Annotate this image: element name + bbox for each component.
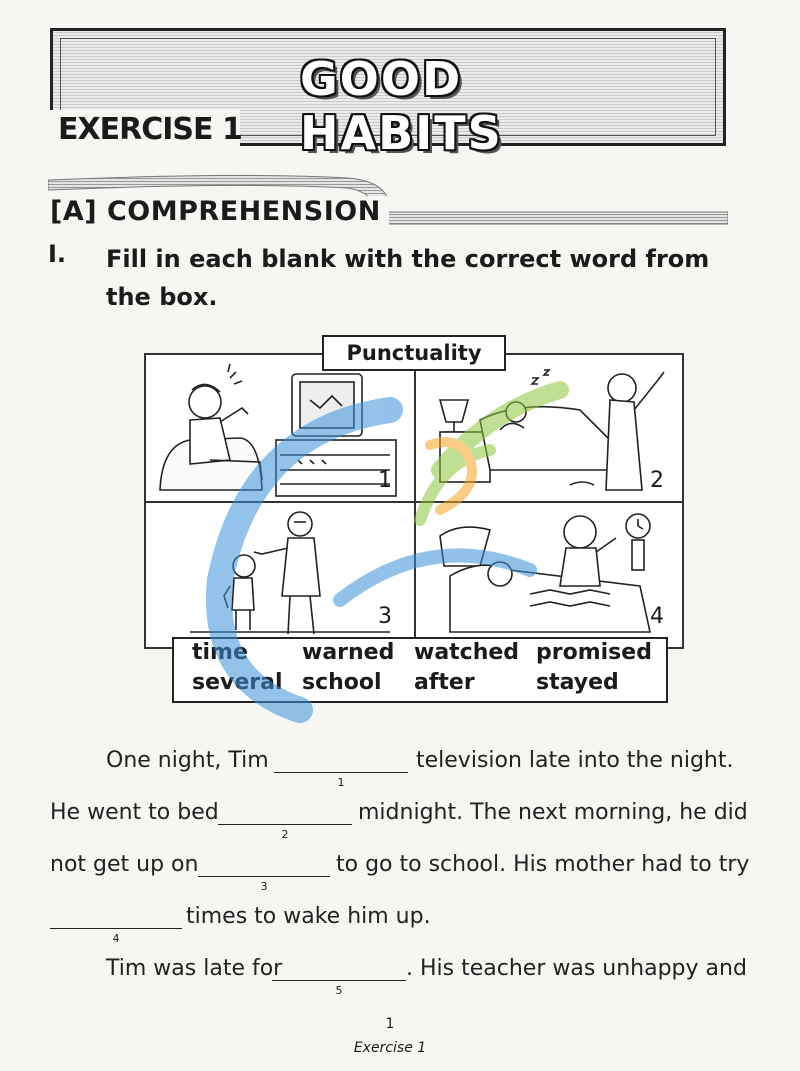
passage-text: One night, Tim — [106, 748, 269, 773]
passage-text: Tim was late for — [106, 956, 283, 981]
panel-number: 3 — [378, 604, 392, 629]
blank-number: 1 — [337, 776, 345, 789]
section-title: [A] COMPREHENSION — [50, 196, 389, 227]
worksheet-title: GOOD HABITS — [300, 52, 503, 160]
passage-text: television late into the night. — [416, 748, 734, 773]
exercise-label: EXERCISE 1 — [58, 112, 242, 147]
blank-answer-4[interactable] — [50, 928, 182, 929]
blank-answer-3[interactable] — [198, 876, 330, 877]
blank-answer-2[interactable] — [218, 824, 352, 825]
scene-3-illustration — [150, 506, 410, 644]
passage-text: He went to bed — [50, 800, 219, 825]
panel-number: 4 — [650, 604, 664, 629]
page-number: 1 — [385, 1016, 395, 1032]
scene-2-illustration — [420, 360, 678, 498]
scene-4-illustration — [420, 506, 678, 644]
question-number: I. — [48, 240, 67, 268]
word-option: school — [302, 670, 382, 695]
blank-number: 4 — [112, 932, 120, 945]
word-option: promised — [536, 640, 652, 665]
scene-1-illustration — [150, 360, 410, 498]
panel-divider-horizontal — [144, 501, 684, 503]
blank-answer-5[interactable] — [272, 980, 406, 981]
panel-number: 2 — [650, 468, 664, 493]
passage-text: . His teacher was unhappy and — [406, 956, 747, 981]
panel-title: Punctuality — [322, 335, 506, 371]
blank-number: 2 — [281, 828, 289, 841]
passage-text: midnight. The next morning, he did — [358, 800, 748, 825]
blank-number: 3 — [260, 880, 268, 893]
blank-answer-1[interactable] — [274, 772, 408, 773]
word-option: several — [192, 670, 283, 695]
word-option: watched — [414, 640, 520, 665]
word-option: after — [414, 670, 475, 695]
panel-number: 1 — [378, 468, 392, 493]
passage-text: not get up on — [50, 852, 199, 877]
blank-number: 5 — [335, 984, 343, 997]
footer-label: Exercise 1 — [353, 1040, 427, 1056]
word-option: stayed — [536, 670, 619, 695]
question-instruction: Fill in each blank with the correct word from the box. — [106, 245, 710, 311]
word-option: warned — [302, 640, 395, 665]
passage-text: times to wake him up. — [186, 904, 431, 929]
word-option: time — [192, 640, 248, 665]
passage-text: to go to school. His mother had to try — [336, 852, 750, 877]
